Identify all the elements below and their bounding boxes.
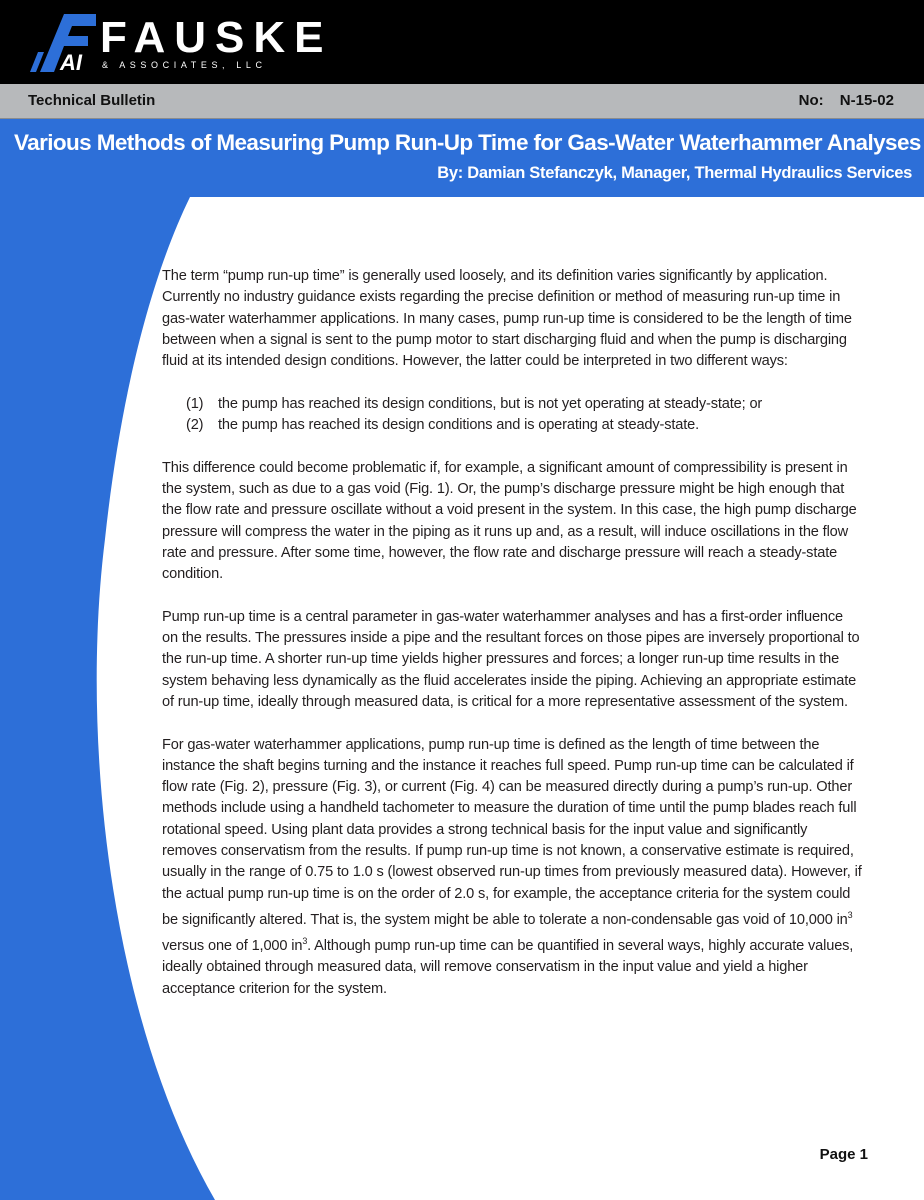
superscript-3: 3: [302, 936, 308, 947]
header-bar: [0, 0, 924, 84]
author-byline: By: Damian Stefanczyk, Manager, Thermal Hydraulics Services: [437, 164, 912, 182]
paragraph-3: Pump run-up time is a central parameter in gas-water waterhammer analyses and has a first-order influence on the results. The pressures inside a pipe and the resultant forces on those pipes are inversely proportional to the run-up time. A shorter run-up time yields higher pressures and forces; a longer run-up time results in the system behaving less dynamically as the fluid accelerates inside the piping. Achieving an appropriate estimate of run-up time, ideally through measured data, is critical for a more representative assessment of the system.: [162, 608, 860, 710]
paragraph-2: This difference could become problematic if, for example, a significant amount of compressibility is present in the system, such as due to a gas void (Fig. 1). Or, the pump’s discharge pressure might be high enough that the flow rate and pressure oscillate without a void present in the system. In this case, the high pump discharge pressure will compress the water in the piping as it runs up and, as a result, will induce oscillations in the flow rate and pressure. After some time, however, the flow rate and discharge pressure will reach a steady-state condition.: [162, 459, 857, 583]
list-item-number: (2): [186, 417, 204, 434]
page-title: Various Methods of Measuring Pump Run-Up Time for Gas-Water Waterhammer Analyses: [14, 130, 921, 155]
paragraph-4-part-a: For gas-water waterhammer applications, pump run-up time is defined as the length of time between the instance the shaft begins turning and the instance it reaches full speed. Pump run-up time can be calculated if flow rate (Fig. 2), pressure (Fig. 3), or current (Fig. 4) can be measured directly during a pump’s run-up. Other methods include using a handheld tachometer to measure the duration of time until the pump blades reach full rotational speed. Using plant data provides a strong technical basis for the input value and significantly removes conservatism from the results. If pump run-up time is not known, a conservative estimate is required, usually in the range of 0.75 to 1.0 s (lowest observed run-up times from previously measured data). However, if the actual pump run-up time is on the order of 2.0 s, for example, the acceptance criteria for the system could be significantly altered. That is, the system might be able to tolerate a non-condensable gas void of 10,000 in: [162, 736, 862, 928]
bulletin-number: No: N-15-02: [798, 92, 894, 109]
bulletin-label: Technical Bulletin: [28, 92, 156, 109]
logo-wordmark: FAUSKE: [100, 13, 333, 62]
list-item-text: the pump has reached its design conditions, but is not yet operating at steady-state; or: [218, 395, 763, 412]
paragraph-1: The term “pump run-up time” is generally used loosely, and its definition varies significantly by application. Currently no industry guidance exists regarding the precise definition or method of measuring run-up time in gas-water waterhammer applications. In many cases, pump run-up time is considered to be the length of time between when a signal is sent to the pump motor to start discharging fluid and when the pump is discharging fluid at its intended design conditions. However, the latter could be interpreted in two different ways:: [162, 268, 852, 370]
paragraph-4-part-c: . Although pump run-up time can be quantified in several ways, highly accurate values, ideally obtained through measured data, will remove conservatism in the input value and yield a higher acceptance criterion for the system.: [162, 937, 854, 997]
superscript-3: 3: [847, 909, 853, 920]
page-number: Page 1: [819, 1146, 868, 1163]
list-item-text: the pump has reached its design conditions and is operating at steady-state.: [218, 417, 700, 434]
definition-list: [162, 394, 862, 437]
svg-text:AI: AI: [60, 50, 82, 72]
list-item: [162, 394, 862, 415]
fauske-logo-icon: [30, 12, 96, 72]
list-item-number: (1): [186, 395, 204, 412]
list-item: [162, 415, 862, 436]
logo-subtitle: & ASSOCIATES, LLC: [102, 60, 267, 70]
paragraph-4: [162, 735, 862, 1000]
paragraph-4-part-b: versus one of 1,000 in: [162, 937, 303, 954]
article-body: [162, 266, 862, 1021]
